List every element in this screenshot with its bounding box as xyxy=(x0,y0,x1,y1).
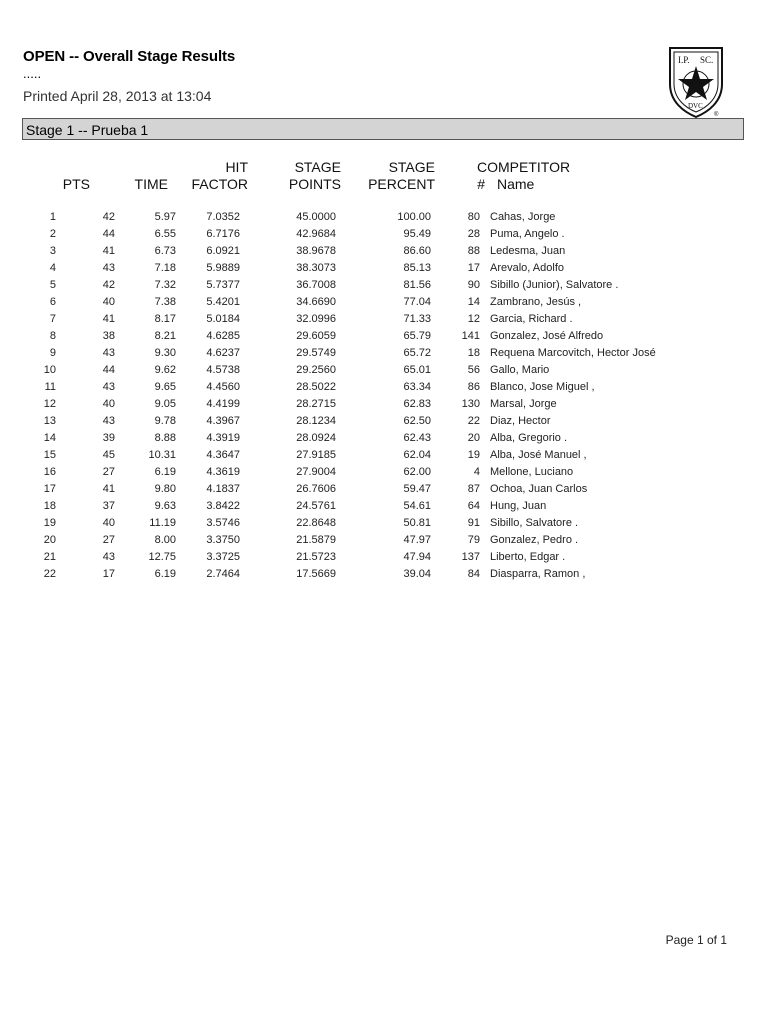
cell-stage-percent: 62.50 xyxy=(403,415,431,427)
cell-competitor-number: 17 xyxy=(467,262,480,274)
cell-competitor-name: Sibillo (Junior), Salvatore . xyxy=(490,279,619,291)
cell-place: 15 xyxy=(43,449,56,461)
cell-competitor-number: 87 xyxy=(467,483,480,495)
cell-stage-percent: 50.81 xyxy=(403,517,431,529)
cell-competitor-name: Garcia, Richard . xyxy=(490,313,573,325)
cell-competitor-name: Liberto, Edgar . xyxy=(490,551,566,563)
table-row xyxy=(22,294,750,311)
cell-competitor-name: Ledesma, Juan xyxy=(490,245,566,257)
table-row xyxy=(22,277,750,294)
header-hit-factor-line2: FACTOR xyxy=(191,176,248,192)
table-row xyxy=(22,430,750,447)
cell-hit-factor: 4.3967 xyxy=(206,415,240,427)
cell-competitor-name: Gallo, Mario xyxy=(490,364,550,376)
cell-place: 5 xyxy=(49,279,56,291)
cell-pts: 38 xyxy=(102,330,115,342)
cell-hit-factor: 4.3619 xyxy=(206,466,240,478)
cell-competitor-number: 14 xyxy=(467,296,480,308)
cell-competitor-number: 91 xyxy=(467,517,480,529)
table-row xyxy=(22,209,750,226)
cell-hit-factor: 4.5738 xyxy=(206,364,240,376)
cell-hit-factor: 5.9889 xyxy=(206,262,240,274)
cell-place: 12 xyxy=(43,398,56,410)
cell-place: 17 xyxy=(43,483,56,495)
cell-stage-points: 27.9185 xyxy=(296,449,336,461)
logo-registered: ® xyxy=(714,112,719,118)
cell-stage-points: 28.2715 xyxy=(296,398,336,410)
page-number: Page 1 of 1 xyxy=(665,933,727,947)
cell-time: 9.63 xyxy=(154,500,176,512)
cell-stage-percent: 65.01 xyxy=(403,364,431,376)
cell-stage-points: 34.6690 xyxy=(296,296,336,308)
table-row xyxy=(22,498,750,515)
cell-stage-points: 21.5723 xyxy=(296,551,336,563)
table-row xyxy=(22,260,750,277)
cell-stage-percent: 62.83 xyxy=(403,398,431,410)
table-row xyxy=(22,379,750,396)
cell-time: 9.78 xyxy=(154,415,176,427)
table-row xyxy=(22,396,750,413)
header-stage-points-line1: STAGE xyxy=(294,159,341,175)
cell-pts: 40 xyxy=(102,517,115,529)
header-hit-factor-line1: HIT xyxy=(225,159,248,175)
cell-competitor-name: Diasparra, Ramon , xyxy=(490,568,586,580)
table-row xyxy=(22,362,750,379)
cell-stage-points: 38.3073 xyxy=(296,262,336,274)
cell-hit-factor: 6.0921 xyxy=(206,245,240,257)
cell-stage-points: 45.0000 xyxy=(296,211,336,223)
cell-competitor-name: Marsal, Jorge xyxy=(490,398,557,410)
cell-time: 11.19 xyxy=(149,517,176,529)
cell-competitor-name: Alba, José Manuel , xyxy=(490,449,587,461)
cell-hit-factor: 5.4201 xyxy=(206,296,240,308)
logo-text-right: SC. xyxy=(700,55,714,65)
cell-time: 9.65 xyxy=(154,381,176,393)
cell-place: 4 xyxy=(49,262,56,274)
table-row xyxy=(22,447,750,464)
cell-place: 8 xyxy=(49,330,56,342)
cell-stage-points: 27.9004 xyxy=(296,466,336,478)
cell-time: 6.73 xyxy=(154,245,176,257)
cell-stage-points: 29.2560 xyxy=(296,364,336,376)
cell-place: 7 xyxy=(49,313,56,325)
cell-time: 8.88 xyxy=(154,432,176,444)
cell-competitor-name: Alba, Gregorio . xyxy=(490,432,568,444)
cell-stage-percent: 71.33 xyxy=(403,313,431,325)
cell-competitor-name: Puma, Angelo . xyxy=(490,228,565,240)
cell-pts: 43 xyxy=(102,551,115,563)
stage-header-bar xyxy=(22,118,744,140)
header-pts: PTS xyxy=(62,176,90,192)
cell-competitor-number: 20 xyxy=(467,432,480,444)
cell-stage-percent: 47.94 xyxy=(403,551,431,563)
cell-competitor-number: 137 xyxy=(461,551,480,563)
cell-place: 6 xyxy=(49,296,56,308)
cell-pts: 44 xyxy=(102,228,115,240)
cell-competitor-name: Ochoa, Juan Carlos xyxy=(490,483,588,495)
cell-hit-factor: 3.3725 xyxy=(206,551,240,563)
cell-time: 10.31 xyxy=(148,449,176,461)
cell-place: 16 xyxy=(43,466,56,478)
header-name: Name xyxy=(497,176,535,192)
cell-competitor-number: 141 xyxy=(461,330,480,342)
cell-time: 9.80 xyxy=(154,483,176,495)
cell-stage-points: 28.0924 xyxy=(296,432,336,444)
cell-stage-percent: 54.61 xyxy=(403,500,431,512)
cell-competitor-name: Requena Marcovitch, Hector José xyxy=(490,347,656,359)
cell-pts: 44 xyxy=(102,364,115,376)
cell-stage-points: 32.0996 xyxy=(296,313,336,325)
cell-place: 19 xyxy=(43,517,56,529)
table-row xyxy=(22,532,750,549)
cell-stage-points: 21.5879 xyxy=(296,534,336,546)
stage-label: Stage 1 -- Prueba 1 xyxy=(26,122,149,138)
cell-place: 22 xyxy=(43,568,56,580)
cell-pts: 41 xyxy=(102,313,115,325)
table-row xyxy=(22,413,750,430)
cell-pts: 43 xyxy=(102,347,115,359)
cell-hit-factor: 4.4199 xyxy=(206,398,240,410)
cell-time: 6.19 xyxy=(154,466,176,478)
cell-stage-percent: 77.04 xyxy=(403,296,431,308)
printed-date: Printed April 28, 2013 at 13:04 xyxy=(23,88,212,104)
cell-pts: 43 xyxy=(102,415,115,427)
cell-stage-percent: 62.00 xyxy=(403,466,431,478)
cell-stage-percent: 62.04 xyxy=(403,449,431,461)
cell-competitor-number: 12 xyxy=(467,313,480,325)
cell-time: 9.62 xyxy=(154,364,176,376)
cell-pts: 42 xyxy=(102,279,115,291)
cell-place: 3 xyxy=(49,245,56,257)
cell-competitor-name: Mellone, Luciano xyxy=(490,466,574,478)
table-row xyxy=(22,311,750,328)
header-stage-percent-line1: STAGE xyxy=(388,159,435,175)
cell-stage-percent: 100.00 xyxy=(397,211,431,223)
cell-time: 7.32 xyxy=(154,279,176,291)
cell-stage-points: 28.5022 xyxy=(296,381,336,393)
cell-competitor-number: 80 xyxy=(467,211,480,223)
cell-pts: 39 xyxy=(102,432,115,444)
cell-stage-percent: 47.97 xyxy=(403,534,431,546)
cell-time: 8.17 xyxy=(154,313,176,325)
cell-competitor-number: 4 xyxy=(473,466,480,478)
table-row xyxy=(22,481,750,498)
cell-competitor-name: Blanco, Jose Miguel , xyxy=(490,381,595,393)
cell-hit-factor: 4.1837 xyxy=(206,483,240,495)
cell-hit-factor: 4.6285 xyxy=(206,330,240,342)
cell-pts: 41 xyxy=(102,245,115,257)
cell-competitor-name: Arevalo, Adolfo xyxy=(490,262,564,274)
cell-stage-points: 22.8648 xyxy=(296,517,336,529)
cell-place: 14 xyxy=(43,432,56,444)
cell-place: 11 xyxy=(44,381,56,393)
cell-place: 9 xyxy=(49,347,56,359)
cell-pts: 45 xyxy=(102,449,115,461)
cell-place: 21 xyxy=(43,551,56,563)
cell-stage-points: 17.5669 xyxy=(296,568,336,580)
cell-competitor-number: 19 xyxy=(467,449,480,461)
cell-competitor-number: 86 xyxy=(467,381,480,393)
cell-time: 9.05 xyxy=(154,398,176,410)
cell-stage-percent: 63.34 xyxy=(403,381,431,393)
ipsc-shield-logo-icon xyxy=(666,44,726,120)
table-row xyxy=(22,549,750,566)
logo-motto: DVC xyxy=(688,102,703,110)
cell-place: 10 xyxy=(43,364,56,376)
cell-stage-percent: 39.04 xyxy=(403,568,431,580)
cell-pts: 41 xyxy=(102,483,115,495)
cell-hit-factor: 3.3750 xyxy=(206,534,240,546)
cell-place: 1 xyxy=(49,211,56,223)
cell-stage-points: 28.1234 xyxy=(296,415,336,427)
logo-text-left: I.P. xyxy=(678,55,690,65)
cell-time: 6.55 xyxy=(154,228,176,240)
cell-pts: 37 xyxy=(102,500,115,512)
cell-stage-points: 38.9678 xyxy=(296,245,336,257)
cell-competitor-number: 79 xyxy=(467,534,480,546)
cell-time: 5.97 xyxy=(154,211,176,223)
cell-stage-points: 42.9684 xyxy=(296,228,336,240)
table-row xyxy=(22,515,750,532)
cell-hit-factor: 4.3647 xyxy=(206,449,240,461)
table-row xyxy=(22,464,750,481)
cell-competitor-number: 88 xyxy=(467,245,480,257)
cell-hit-factor: 4.6237 xyxy=(206,347,240,359)
cell-competitor-number: 84 xyxy=(467,568,480,580)
cell-competitor-name: Diaz, Hector xyxy=(490,415,551,427)
cell-time: 12.75 xyxy=(148,551,176,563)
cell-hit-factor: 7.0352 xyxy=(206,211,240,223)
cell-competitor-name: Gonzalez, Pedro . xyxy=(490,534,579,546)
table-row xyxy=(22,328,750,345)
cell-competitor-name: Cahas, Jorge xyxy=(490,211,556,223)
cell-hit-factor: 2.7464 xyxy=(206,568,240,580)
cell-place: 18 xyxy=(43,500,56,512)
cell-stage-percent: 81.56 xyxy=(403,279,431,291)
cell-place: 20 xyxy=(43,534,56,546)
cell-competitor-name: Zambrano, Jesús , xyxy=(490,296,582,308)
cell-competitor-name: Sibillo, Salvatore . xyxy=(490,517,579,529)
table-row xyxy=(22,226,750,243)
cell-stage-points: 36.7008 xyxy=(296,279,336,291)
report-subtitle: ..... xyxy=(23,66,42,81)
cell-time: 9.30 xyxy=(154,347,176,359)
cell-stage-percent: 95.49 xyxy=(403,228,431,240)
cell-place: 2 xyxy=(49,228,56,240)
cell-stage-percent: 59.47 xyxy=(403,483,431,495)
cell-time: 8.21 xyxy=(154,330,176,342)
cell-stage-percent: 86.60 xyxy=(403,245,431,257)
cell-time: 8.00 xyxy=(154,534,176,546)
cell-pts: 27 xyxy=(102,534,115,546)
cell-hit-factor: 5.7377 xyxy=(206,279,240,291)
cell-time: 6.19 xyxy=(154,568,176,580)
cell-pts: 27 xyxy=(102,466,115,478)
report-title: OPEN -- Overall Stage Results xyxy=(23,48,236,65)
cell-competitor-name: Gonzalez, José Alfredo xyxy=(490,330,604,342)
cell-place: 13 xyxy=(43,415,56,427)
cell-competitor-number: 130 xyxy=(461,398,480,410)
header-stage-points-line2: POINTS xyxy=(288,176,341,192)
cell-stage-points: 29.5749 xyxy=(296,347,336,359)
header-number: # xyxy=(477,176,485,192)
cell-stage-percent: 62.43 xyxy=(403,432,431,444)
cell-pts: 43 xyxy=(102,381,115,393)
cell-competitor-number: 56 xyxy=(467,364,480,376)
cell-stage-points: 26.7606 xyxy=(296,483,336,495)
header-competitor: COMPETITOR xyxy=(477,159,571,175)
cell-pts: 40 xyxy=(102,398,115,410)
cell-pts: 42 xyxy=(102,211,115,223)
cell-competitor-number: 28 xyxy=(467,228,480,240)
header-stage-percent-line2: PERCENT xyxy=(368,176,435,192)
cell-pts: 17 xyxy=(102,568,115,580)
cell-hit-factor: 4.4560 xyxy=(206,381,240,393)
cell-time: 7.38 xyxy=(154,296,176,308)
table-row xyxy=(22,345,750,362)
results-table xyxy=(22,209,750,583)
cell-competitor-name: Hung, Juan xyxy=(490,500,547,512)
table-row xyxy=(22,566,750,583)
cell-pts: 40 xyxy=(102,296,115,308)
cell-competitor-number: 18 xyxy=(467,347,480,359)
cell-stage-points: 24.5761 xyxy=(296,500,336,512)
cell-competitor-number: 22 xyxy=(467,415,480,427)
cell-time: 7.18 xyxy=(154,262,176,274)
cell-competitor-number: 90 xyxy=(467,279,480,291)
header-time: TIME xyxy=(134,176,168,192)
table-row xyxy=(22,243,750,260)
cell-hit-factor: 5.0184 xyxy=(206,313,240,325)
cell-stage-points: 29.6059 xyxy=(296,330,336,342)
cell-hit-factor: 3.5746 xyxy=(206,517,240,529)
cell-stage-percent: 65.79 xyxy=(403,330,431,342)
cell-pts: 43 xyxy=(102,262,115,274)
cell-hit-factor: 3.8422 xyxy=(206,500,240,512)
cell-competitor-number: 64 xyxy=(467,500,480,512)
cell-stage-percent: 85.13 xyxy=(403,262,431,274)
cell-stage-percent: 65.72 xyxy=(403,347,431,359)
cell-hit-factor: 6.7176 xyxy=(206,228,240,240)
cell-hit-factor: 4.3919 xyxy=(206,432,240,444)
